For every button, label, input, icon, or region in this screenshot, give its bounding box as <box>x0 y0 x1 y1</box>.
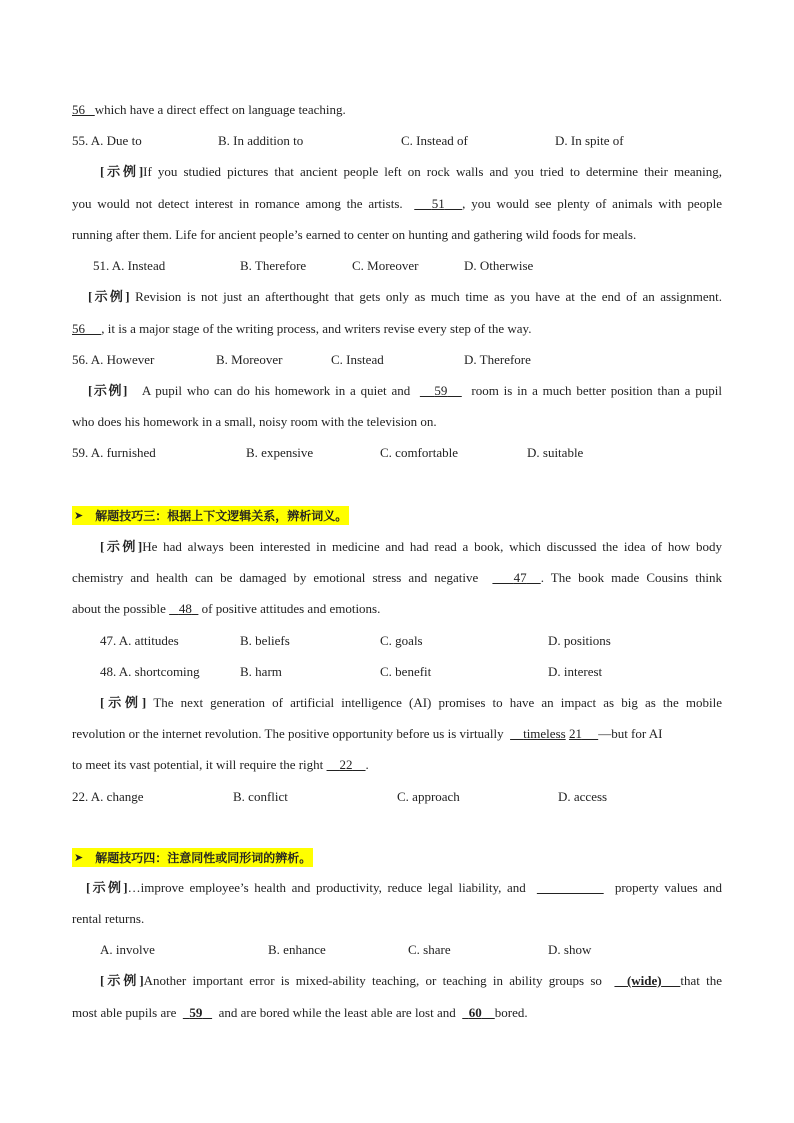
option-c: C. Instead <box>331 352 384 367</box>
blank-empty <box>537 880 604 895</box>
ex4-line2: chemistry and health can be damaged by emotional stress and negative 47 . The book made Cousins think <box>72 570 723 585</box>
ex2-line1: [示例] Revision is not just an afterthought that gets only as much time as you have at the end of an assignment. <box>88 289 722 304</box>
arrow-bullet-icon: ➤ <box>74 851 84 864</box>
option-c: C. share <box>408 942 451 957</box>
blank-47: 47 <box>513 570 527 585</box>
example-tag: [示例] <box>86 880 128 895</box>
ex6-line2: rental returns. <box>72 911 145 926</box>
tip4-heading: ➤ 解题技巧四：注意同性或同形词的辨析。 <box>72 848 313 867</box>
option-b: B. expensive <box>246 445 314 460</box>
option-c: C. Instead of <box>401 133 468 148</box>
option-a: 48. A. shortcoming <box>100 664 200 679</box>
top-line-text: which have a direct effect on language teaching. <box>94 102 346 117</box>
ex6-line1: [示例]…improve employee’s health and productivity, reduce legal liability, and property values and <box>86 880 722 895</box>
option-c: C. comfortable <box>380 445 458 460</box>
ex5-line3: to meet its vast potential, it will require the right 22 . <box>72 757 369 772</box>
tip3-heading: ➤ 解题技巧三：根据上下文逻辑关系，辨析词义。 <box>72 506 349 525</box>
example-tag: [示例] <box>88 383 128 398</box>
option-c: C. benefit <box>380 664 432 679</box>
option-b: B. In addition to <box>218 133 304 148</box>
example-tag: [示例] <box>88 289 130 304</box>
example-tag: [示例] <box>100 973 144 988</box>
option-a: A. involve <box>100 942 155 957</box>
option-d: D. suitable <box>527 445 584 460</box>
option-b: B. enhance <box>268 942 326 957</box>
ex4-line3: about the possible 48 of positive attitudes and emotions. <box>72 601 381 616</box>
blank-59: 59 <box>434 383 448 398</box>
example-tag: [示例] <box>100 695 147 710</box>
word-timeless: timeless <box>523 726 566 741</box>
ex3-line1: [示例] A pupil who can do his homework in a quiet and 59 room is in a much better position than a pupil <box>88 383 722 398</box>
option-d: D. positions <box>548 633 611 648</box>
word-wide: (wide) <box>626 973 662 988</box>
ex2-line2: 56 , it is a major stage of the writing process, and writers revise every step of the way. <box>72 321 532 336</box>
ex3-line2: who does his homework in a small, noisy room with the television on. <box>72 414 437 429</box>
option-a: 59. A. furnished <box>72 445 156 460</box>
option-a: 47. A. attitudes <box>100 633 179 648</box>
option-d: D. Therefore <box>464 352 531 367</box>
option-d: D. Otherwise <box>464 258 534 273</box>
option-c: C. goals <box>380 633 423 648</box>
option-b: B. conflict <box>233 789 288 804</box>
arrow-bullet-icon: ➤ <box>74 509 84 522</box>
blank-21: 21 <box>568 726 582 741</box>
option-b: B. Moreover <box>216 352 283 367</box>
ex1-line3: running after them. Life for ancient people’s earned to center on hunting and gathering wild foods for meals. <box>72 227 637 242</box>
option-d: D. interest <box>548 664 603 679</box>
option-d: D. access <box>558 789 608 804</box>
blank-51: 51 <box>431 196 445 211</box>
option-c: C. approach <box>397 789 460 804</box>
example-tag: [示例] <box>100 164 144 179</box>
top-line <box>72 102 346 118</box>
option-a: 51. A. Instead <box>93 258 166 273</box>
option-a: 22. A. change <box>72 789 144 804</box>
blank-56: 56 <box>72 102 85 117</box>
blank-22: 22 <box>339 757 353 772</box>
option-b: B. harm <box>240 664 282 679</box>
blank-56: 56 <box>72 321 85 336</box>
blank-59: 59 <box>189 1005 203 1020</box>
option-c: C. Moreover <box>352 258 419 273</box>
blank-48: 48 <box>178 601 192 616</box>
ex5-line2: revolution or the internet revolution. The positive opportunity before us is virtually timeless 21 —but for AI <box>72 726 663 741</box>
option-b: B. beliefs <box>240 633 290 648</box>
option-a: 55. A. Due to <box>72 133 142 148</box>
ex7-line1: [示例]Another important error is mixed-ability teaching, or teaching in ability groups so (wide) that the <box>100 973 722 988</box>
option-d: D. show <box>548 942 592 957</box>
ex5-line1: [示例] The next generation of artificial intelligence (AI) promises to have an impact as big as the mobile <box>100 695 722 710</box>
blank-60: 60 <box>468 1005 482 1020</box>
example-tag: [示例] <box>100 539 143 554</box>
ex1-line1: [示例]If you studied pictures that ancient people left on rock walls and you tried to determine their meaning, <box>100 164 723 179</box>
ex7-line2: most able pupils are 59 and are bored while the least able are lost and 60 bored. <box>72 1005 528 1020</box>
option-d: D. In spite of <box>555 133 624 148</box>
ex1-line2: you would not detect interest in romance among the artists. 51 , you would see plenty of animals with people <box>72 196 723 211</box>
ex4-line1: [示例]He had always been interested in medicine and had read a book, which discussed the idea of how body <box>100 539 722 554</box>
option-a: 56. A. However <box>72 352 155 367</box>
option-b: B. Therefore <box>240 258 307 273</box>
